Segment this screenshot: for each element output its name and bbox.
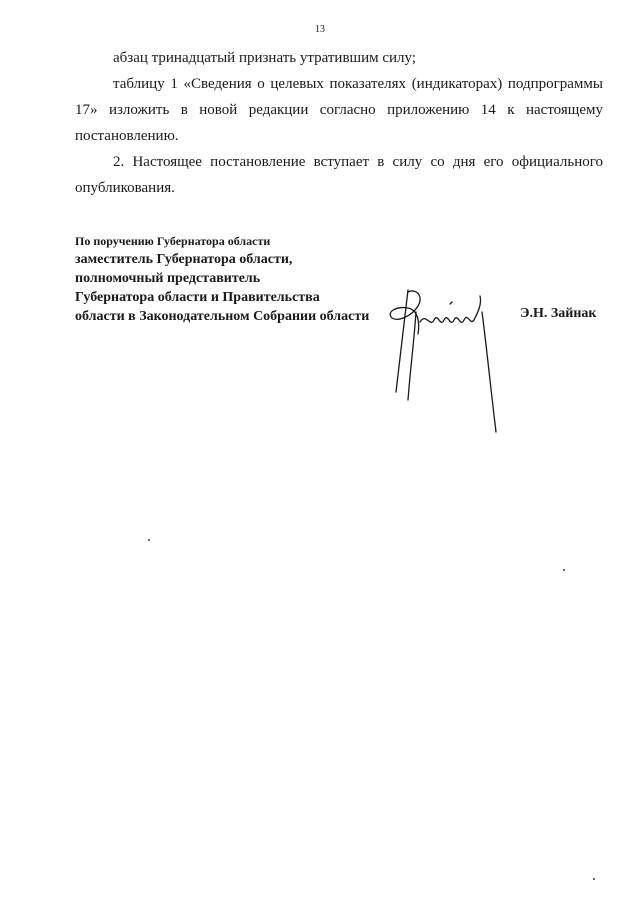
signatory-line-governor-government: Губернатора области и Правительства [75,290,320,305]
signatory-line-representative: полномочный представитель [75,271,261,286]
paragraph-table-amendment: таблицу 1 «Сведения о целевых показателях (индикаторах) подпрограммы 17» изложить в новой редакции согласно приложению 14 к настоящему постановлению. [75,76,603,144]
handwritten-signature [378,282,508,437]
signatory-line-legislative-assembly: области в Законодательном Собрании области [75,309,370,324]
signatory-line-instruction: По поручению Губернатора области [75,234,271,248]
paragraph-entry-into-force: 2. Настоящее постановление вступает в силу со дня его официального опубликования. [75,154,603,196]
signatory-line-position: заместитель Губернатора области, [75,252,293,267]
paragraph-repeal-clause: абзац тринадцатый признать утратившим силу; [113,50,416,66]
scan-speck [563,569,565,571]
scan-speck [148,539,150,541]
signer-name: Э.Н. Зайнак [520,306,597,321]
signatory-title-block [75,233,369,326]
scan-speck [593,878,595,880]
page-number: 13 [315,24,325,35]
